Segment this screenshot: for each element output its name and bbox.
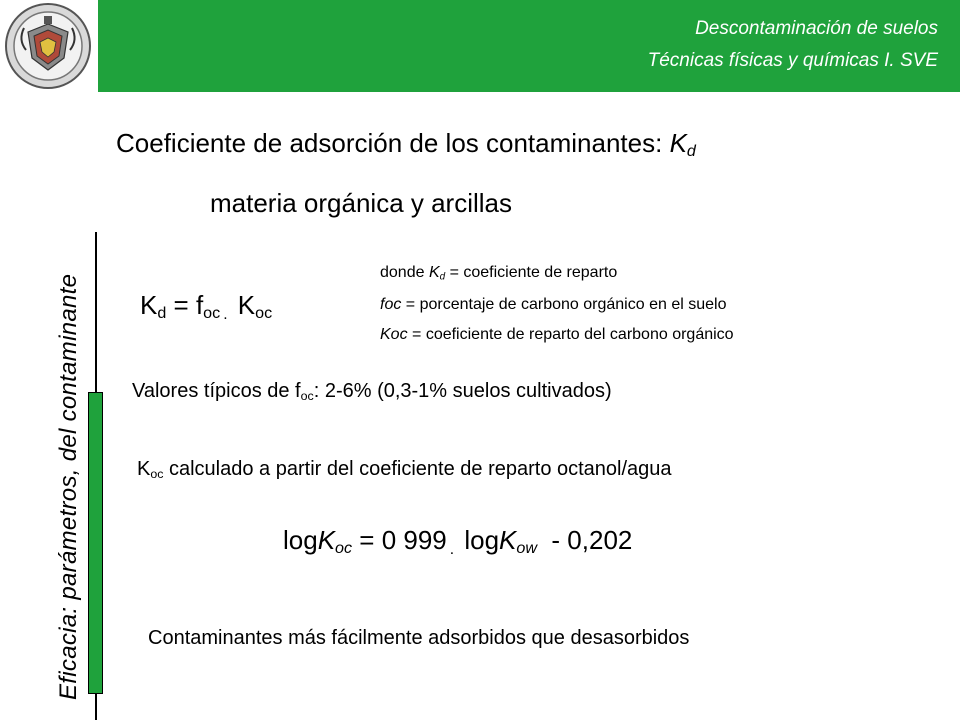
header-line-1: Descontaminación de suelos [695,18,938,39]
definition-kd: donde $K_d$ = coeficiente de reparto [380,264,618,283]
kd-formula: $K_d = f_{oc}$ $_.$ $K_{oc}$ [140,290,273,324]
slide-subtitle: materia orgánica y arcillas [210,188,513,218]
logo-area [0,0,98,92]
koc-description: $K_{oc}$ calculado a partir del coeficiente de reparto octanol/agua [137,458,672,482]
header-line-2: Técnicas físicas y químicas I. SVE [647,50,938,71]
typical-values: Valores típicos de $f_{oc}$: 2-6% (0,3-1% suelos cultivados) [132,380,612,404]
log-koc-formula: logK$_{oc}$ = 0 999 $_.$ logK$_{ow}$ - 0,202 [283,525,633,559]
sidebar-title: Eficacia: parámetros, del contaminante [55,273,82,700]
conclusion-text: Contaminantes más fácilmente adsorbidos que desasorbidos [148,627,690,649]
definition-koc: Koc = coeficiente de reparto del carbono orgánico [380,326,734,343]
header-bar [98,0,960,92]
university-crest-icon [4,2,92,90]
definition-foc: foc = porcentaje de carbono orgánico en el suelo [380,296,727,313]
slide-title: Coeficiente de adsorción de los contaminantes: $K_d$ [116,128,696,161]
progress-bar [88,392,103,694]
